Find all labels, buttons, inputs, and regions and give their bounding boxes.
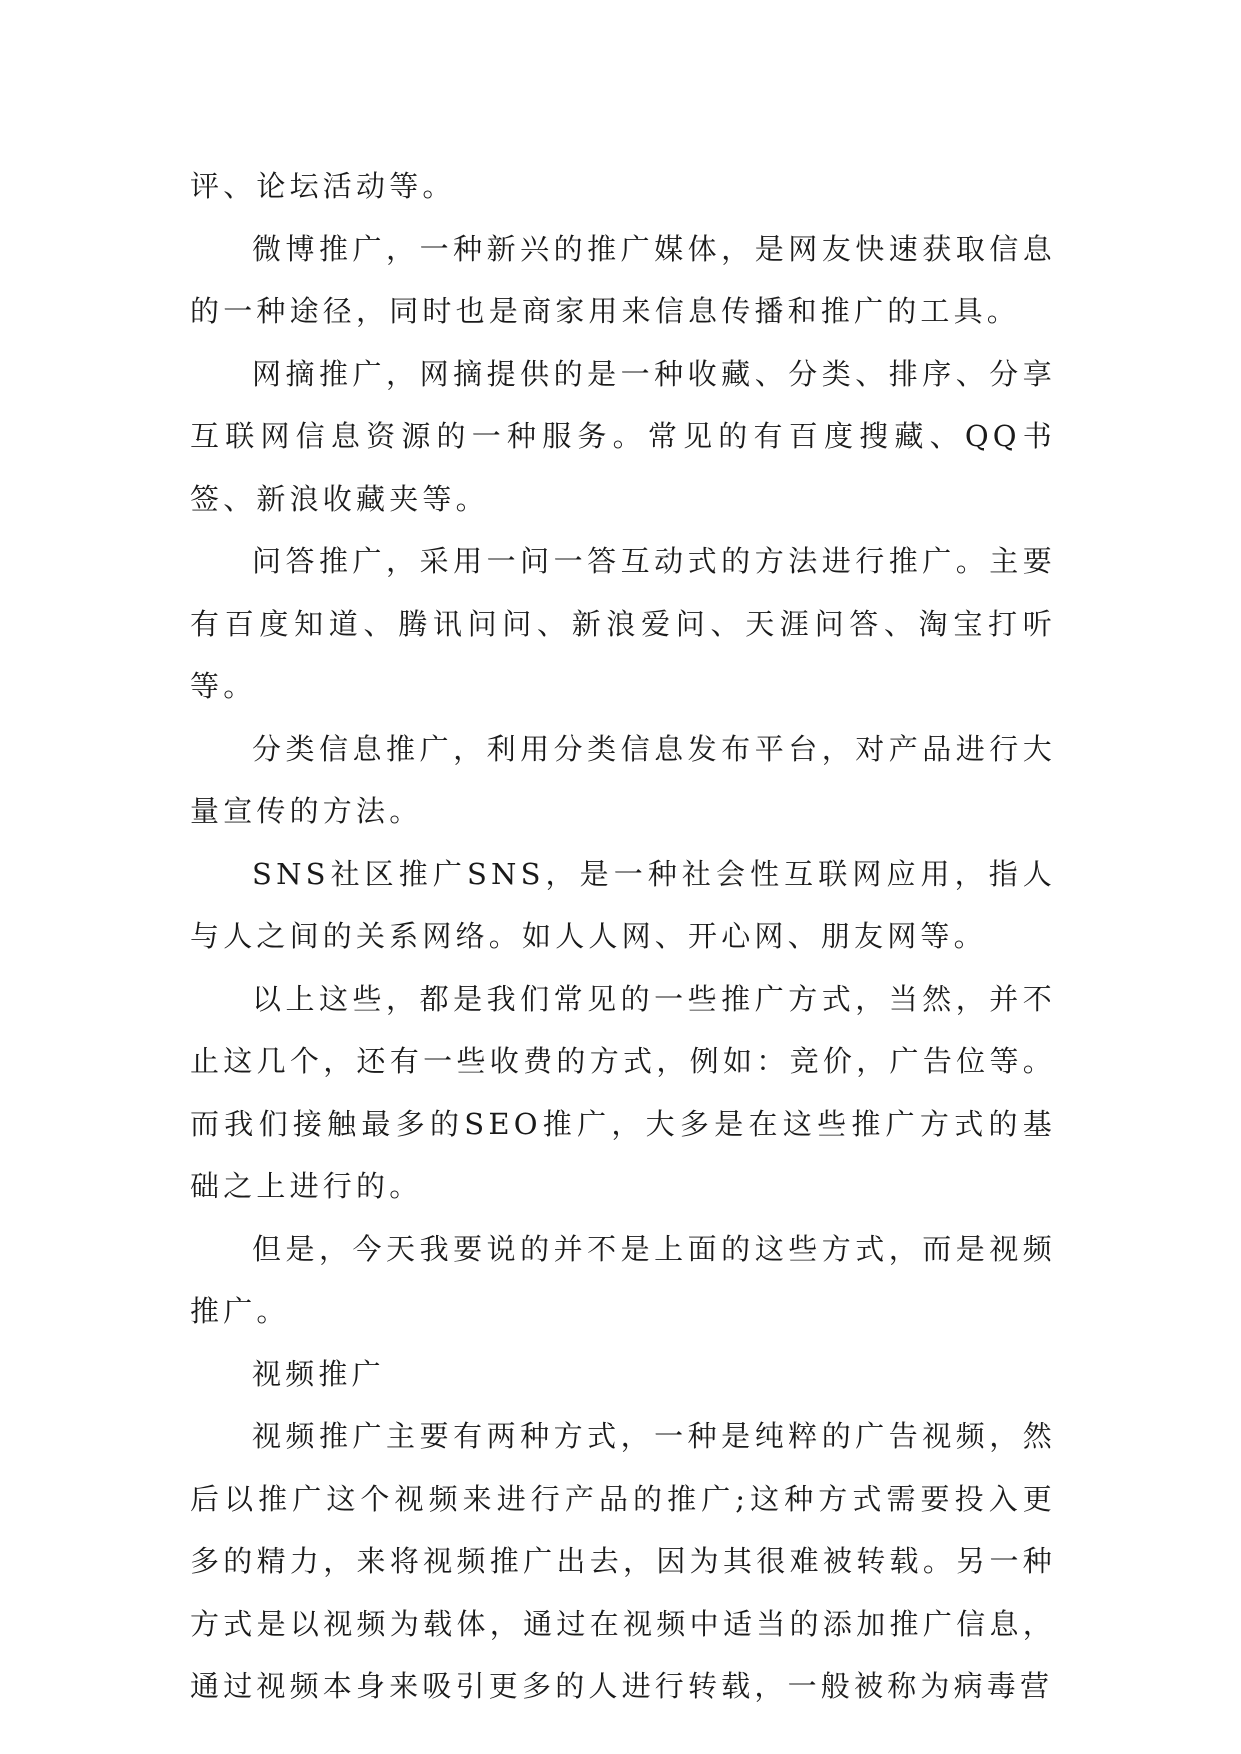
paragraph-1: 评、论坛活动等。 (190, 169, 456, 203)
paragraph-3: 网摘推广，网摘提供的是一种收藏、分类、排序、分享互联网信息资源的一种服务。常见的有百度搜藏、QQ书签、新浪收藏夹等。 (190, 356, 1056, 516)
paragraph-7: 以上这些，都是我们常见的一些推广方式，当然，并不止这几个，还有一些收费的方式，例如：竞价，广告位等。而我们接触最多的SEO推广，大多是在这些推广方式的基础之上进行的。 (190, 981, 1056, 1203)
paragraph-9: 视频推广主要有两种方式，一种是纯粹的广告视频，然后以推广这个视频来进行产品的推广;这种方式需要投入更多的精力，来将视频推广出去，因为其很难被转载。另一种方式是以视频为载体，通过在视频中适当的添加推广信息，通过视频本身来吸引更多的人进行转载，一般被称为病毒营 (190, 1419, 1056, 1703)
document-body (190, 155, 1056, 1718)
paragraph-8: 但是，今天我要说的并不是上面的这些方式，而是视频推广。 (190, 1231, 1056, 1328)
paragraph-4: 问答推广，采用一问一答互动式的方法进行推广。主要有百度知道、腾讯问问、新浪爱问、天涯问答、淘宝打听等。 (190, 544, 1056, 703)
paragraph-6: SNS社区推广SNS，是一种社会性互联网应用，指人与人之间的关系网络。如人人网、开心网、朋友网等。 (190, 856, 1056, 953)
paragraph-5: 分类信息推广，利用分类信息发布平台，对产品进行大量宣传的方法。 (190, 731, 1056, 828)
section-heading: 视频推广 (252, 1356, 385, 1391)
paragraph-2: 微博推广，一种新兴的推广媒体，是网友快速获取信息的一种途径，同时也是商家用来信息传播和推广的工具。 (190, 231, 1056, 328)
